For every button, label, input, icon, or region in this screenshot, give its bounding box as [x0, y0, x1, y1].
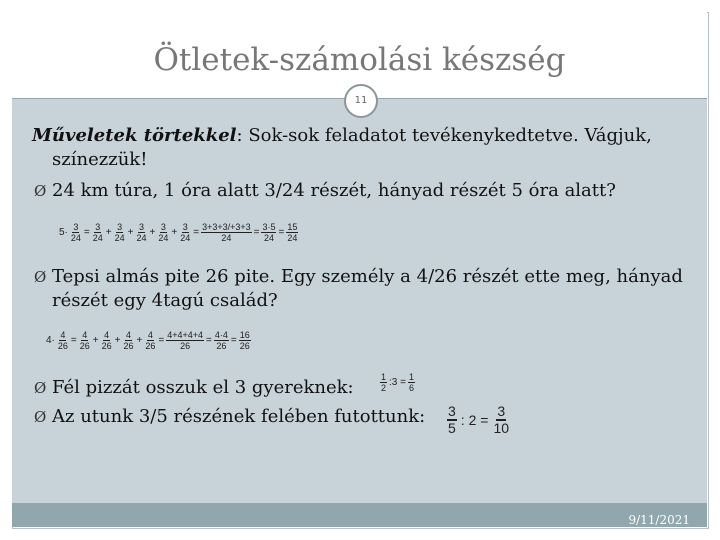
formula-1-plus: + [127, 227, 134, 238]
item-4-text: Az utunk 3/5 részének felében futottunk: [52, 406, 426, 427]
bullet-icon: Ø [34, 408, 47, 426]
item-2-text-cont: részét egy 4tagú család? [52, 290, 278, 311]
intro-heading: Műveletek törtekkel [32, 125, 237, 146]
formula-2-frac: $\frac{4\cdot 4}{26}$ [214, 330, 228, 351]
bullet-icon: Ø [34, 268, 47, 286]
item-2-text: Tepsi almás pite 26 pite. Egy személy a 4/26 részét ette meg, hányad [52, 266, 683, 287]
slide-date: 9/11/2021 [628, 513, 690, 527]
formula-3-op: :3 = [389, 377, 406, 388]
item-3-text: Fél pizzát osszuk el 3 gyereknek: [52, 377, 354, 398]
formula-1-lead: 5· [59, 227, 68, 238]
formula-2-frac: $\frac{4+4+4+4}{26}$ [167, 330, 203, 351]
slide-number-badge: 11 [344, 84, 378, 118]
formula-2-frac: $\frac{4}{26}$ [79, 330, 90, 351]
formula-1-frac: $\frac{3}{24}$ [114, 222, 125, 243]
formula-2-eq: = [70, 335, 77, 346]
formula-1 [58, 222, 299, 243]
formula-4-frac: $\frac{3}{5}$ [448, 403, 456, 436]
formula-3 [379, 372, 416, 393]
formula-1-frac: $\frac{3}{24}$ [92, 222, 103, 243]
formula-2-frac: $\frac{4}{26}$ [145, 330, 156, 351]
slide-title: Ötletek-számolási készség [153, 42, 566, 78]
formula-4 [446, 404, 511, 436]
formula-1-eq: = [253, 227, 260, 238]
formula-1-frac: $\frac{3}{24}$ [136, 222, 147, 243]
formula-2-result: $\frac{16}{26}$ [239, 330, 250, 351]
formula-1-result: $\frac{15}{24}$ [287, 222, 298, 243]
intro-line-2: színezzük! [52, 149, 148, 170]
formula-1-frac: $\frac{3}{24}$ [70, 222, 81, 243]
formula-2-plus: + [92, 335, 99, 346]
formula-2-lead: 4· [46, 335, 55, 346]
intro-text: : Sok-sok feladatot tevékenykedtetve. Vágjuk, [236, 125, 652, 146]
item-1-text: 24 km túra, 1 óra alatt 3/24 részét, hányad részét 5 óra alatt? [52, 180, 616, 201]
formula-2-eq: = [206, 335, 212, 346]
formula-1-eq: = [278, 227, 285, 238]
formula-2-eq: = [158, 335, 165, 346]
formula-3-frac: $\frac{1}{2}$ [381, 372, 387, 393]
formula-1-plus: + [149, 227, 156, 238]
formula-2-frac: $\frac{4}{26}$ [101, 330, 112, 351]
formula-2-plus: + [136, 335, 143, 346]
formula-2-frac: $\frac{4}{26}$ [123, 330, 134, 351]
bullet-icon: Ø [34, 182, 47, 200]
formula-1-eq: = [83, 227, 90, 238]
bullet-icon: Ø [34, 379, 47, 397]
formula-4-result: $\frac{3}{10}$ [493, 403, 510, 436]
formula-2-frac: $\frac{4}{26}$ [57, 330, 68, 351]
formula-3-result: $\frac{1}{6}$ [408, 372, 414, 393]
formula-2-plus: + [114, 335, 121, 346]
formula-2 [45, 330, 252, 351]
formula-1-frac: $\frac{3+3+3/+3+3}{24}$ [202, 222, 251, 243]
footer-bar [12, 503, 707, 527]
formula-1-frac: $\frac{3\cdot 5}{24}$ [262, 222, 276, 243]
formula-1-eq: = [193, 227, 200, 238]
formula-1-frac: $\frac{3}{24}$ [180, 222, 191, 243]
formula-1-plus: + [171, 227, 178, 238]
formula-4-op: : 2 = [460, 412, 489, 428]
formula-1-plus: + [105, 227, 112, 238]
formula-1-frac: $\frac{3}{24}$ [158, 222, 169, 243]
intro-line-1 [32, 125, 652, 147]
formula-2-eq: = [230, 335, 237, 346]
